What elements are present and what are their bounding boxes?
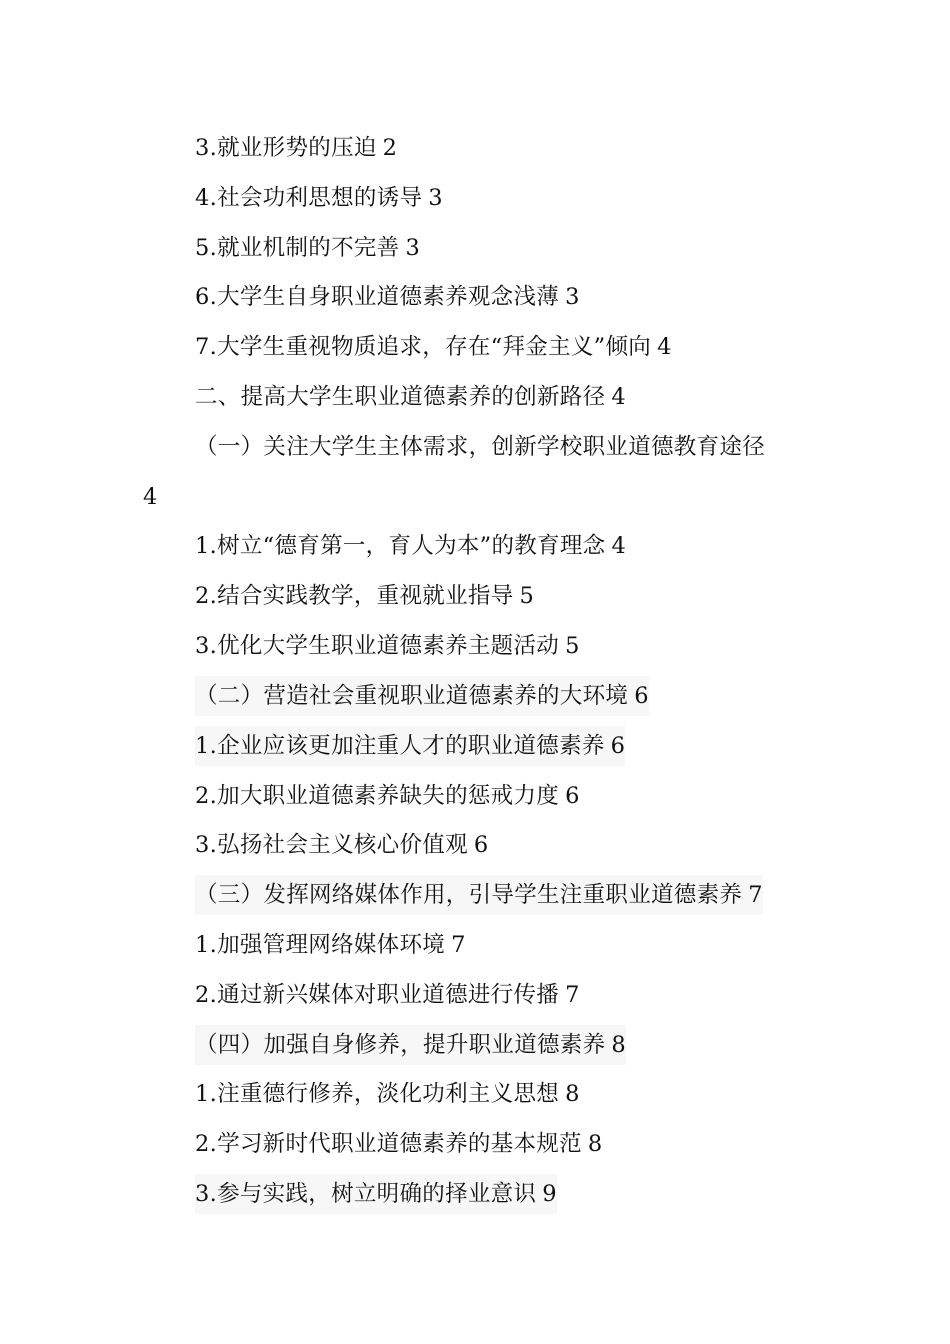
toc-subsection-heading <box>195 427 765 467</box>
toc-entry-text: 3.优化大学生职业道德素养主题活动 <box>195 633 560 659</box>
toc-entry <box>195 327 672 367</box>
toc-section-heading <box>195 377 626 417</box>
toc-page-number: 7 <box>565 982 580 1008</box>
toc-entry-text: 7.大学生重视物质追求，存在“拜金主义”倾向 <box>195 334 652 360</box>
toc-entry-text: （四）加强自身修养，提升职业道德素养 <box>195 1032 606 1058</box>
toc-page-number: 6 <box>634 683 649 709</box>
toc-entry-text: 1.树立“德育第一，育人为本”的教育理念 <box>195 533 606 559</box>
toc-entry-text: 1.注重德行修养，淡化功利主义思想 <box>195 1081 560 1107</box>
toc-entry <box>195 1174 557 1214</box>
toc-entry-text: 2.学习新时代职业道德素养的基本规范 <box>195 1131 582 1157</box>
toc-entry <box>195 626 580 666</box>
toc-entry-text: 1.企业应该更加注重人才的职业道德素养 <box>195 733 605 759</box>
toc-entry-text: 3.就业形势的压迫 <box>195 135 377 161</box>
toc-entry <box>195 576 534 616</box>
toc-page-number: 5 <box>565 633 580 659</box>
toc-entry <box>195 277 580 317</box>
toc-page-number: 4 <box>611 384 627 410</box>
toc-page-number: 8 <box>587 1131 603 1157</box>
toc-page-number: 5 <box>519 583 535 609</box>
toc-entry <box>195 1124 603 1164</box>
toc-entry-text: 2.结合实践教学，重视就业指导 <box>195 583 514 609</box>
toc-entry <box>195 228 420 268</box>
toc-page-number: 3 <box>405 235 421 261</box>
toc-page-number: 8 <box>611 1032 627 1058</box>
toc-entry-text: （三）发挥网络媒体作用，引导学生注重职业道德素养 <box>195 882 743 908</box>
toc-entry <box>195 726 625 766</box>
toc-entry <box>195 1074 580 1114</box>
toc-page-number: 6 <box>565 783 580 809</box>
toc-entry-text: 2.通过新兴媒体对职业道德进行传播 <box>195 982 560 1008</box>
toc-entry-text: 5.就业机制的不完善 <box>195 235 400 261</box>
toc-entry <box>195 128 397 168</box>
toc-page-number: 4 <box>611 533 627 559</box>
toc-entry-text: 二、提高大学生职业道德素养的创新路径 <box>195 384 606 410</box>
toc-wrapped-page-number <box>143 477 158 517</box>
toc-subsection-heading <box>195 1025 626 1065</box>
toc-entry <box>195 776 580 816</box>
toc-page-number: 6 <box>473 832 489 858</box>
toc-page-number: 3 <box>565 284 580 310</box>
toc-entry <box>195 925 466 965</box>
toc-page-number: 6 <box>610 733 626 759</box>
toc-page-number: 9 <box>542 1181 557 1207</box>
toc-page-number: 7 <box>748 882 763 908</box>
toc-page-number: 2 <box>382 135 398 161</box>
toc-subsection-heading <box>195 875 763 915</box>
toc-page-number: 8 <box>565 1081 580 1107</box>
toc-entry-text: （二）营造社会重视职业道德素养的大环境 <box>195 683 629 709</box>
toc-entry <box>195 825 489 865</box>
toc-entry-text: 6.大学生自身职业道德素养观念浅薄 <box>195 284 560 310</box>
toc-page-number: 4 <box>657 334 672 360</box>
toc-entry-text: 2.加大职业道德素养缺失的惩戒力度 <box>195 783 560 809</box>
toc-entry <box>195 178 443 218</box>
toc-entry-text: 1.加强管理网络媒体环境 <box>195 932 446 958</box>
toc-page-number: 3 <box>428 185 443 211</box>
toc-entry <box>195 975 580 1015</box>
toc-entry-text: （一）关注大学生主体需求，创新学校职业道德教育途径 <box>195 434 766 460</box>
toc-entry-text: 3.弘扬社会主义核心价值观 <box>195 832 468 858</box>
toc-page-number: 4 <box>143 484 158 510</box>
toc-entry-text: 4.社会功利思想的诱导 <box>195 185 423 211</box>
toc-entry <box>195 526 626 566</box>
toc-subsection-heading <box>195 676 649 716</box>
toc-entry-text: 3.参与实践，树立明确的择业意识 <box>195 1181 537 1207</box>
toc-page-number: 7 <box>451 932 466 958</box>
